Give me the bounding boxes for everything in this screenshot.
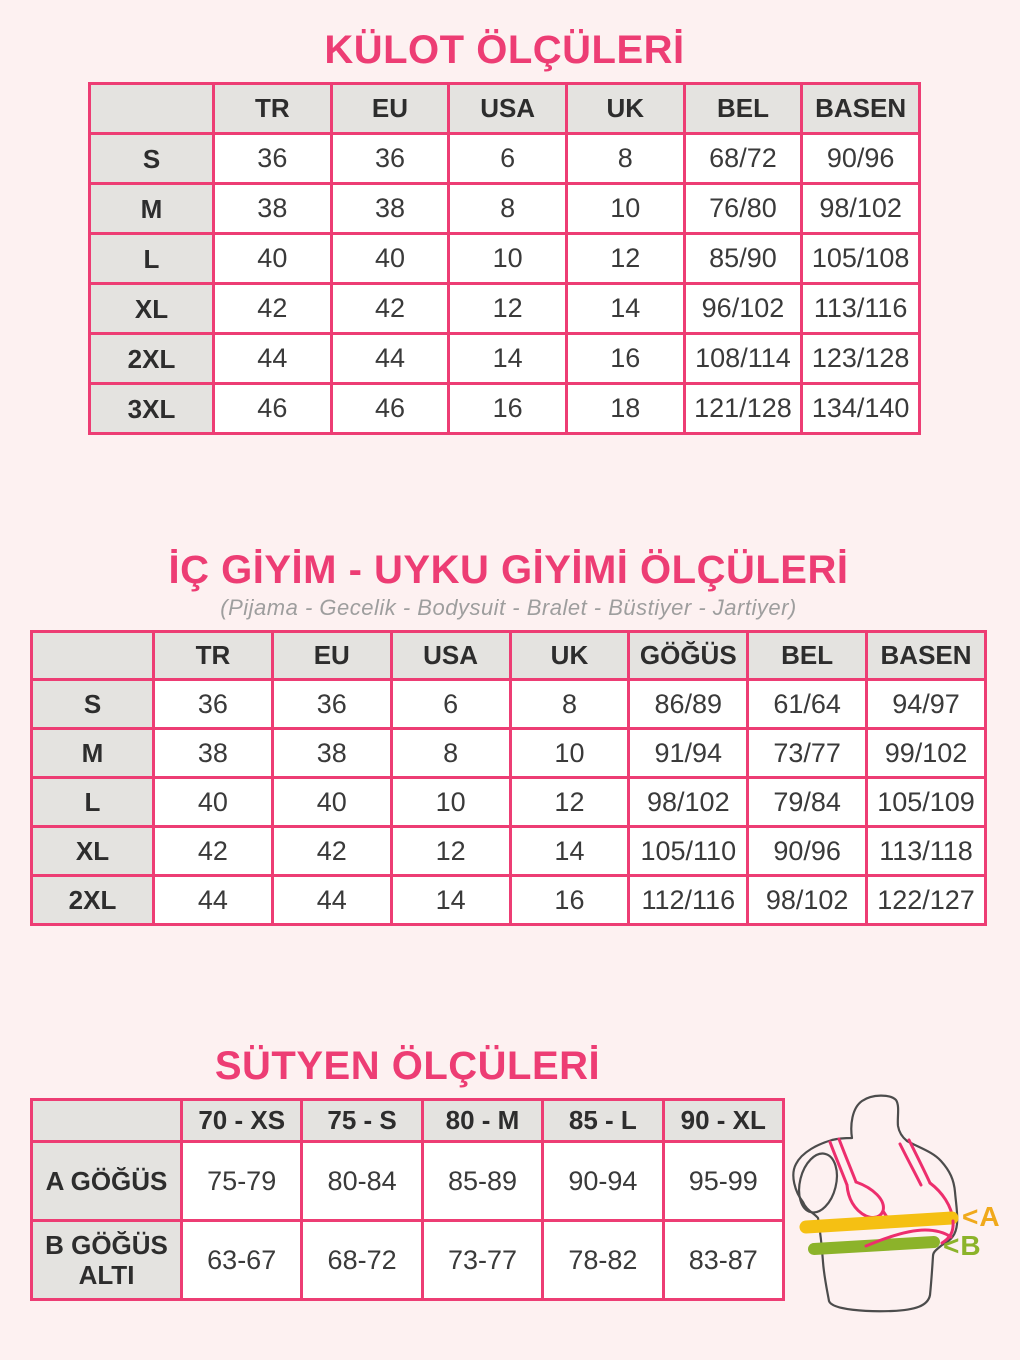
size-cell: 42 xyxy=(272,827,391,876)
corner-cell xyxy=(90,84,214,134)
size-cell: 91/94 xyxy=(629,729,748,778)
size-cell: 105/110 xyxy=(629,827,748,876)
size-cell: 121/128 xyxy=(684,384,802,434)
row-label: S xyxy=(90,134,214,184)
size-cell: 38 xyxy=(214,184,332,234)
size-cell: 98/102 xyxy=(748,876,867,925)
sutyen-section-title: SÜTYEN ÖLÇÜLERİ xyxy=(214,1044,601,1088)
size-cell: 14 xyxy=(510,827,629,876)
column-header: BEL xyxy=(684,84,802,134)
bra-measurement-diagram xyxy=(770,1080,1020,1360)
size-cell: 8 xyxy=(510,680,629,729)
size-cell: 42 xyxy=(214,284,332,334)
column-header: TR xyxy=(154,632,273,680)
size-cell: 113/118 xyxy=(867,827,986,876)
size-cell: 8 xyxy=(566,134,684,184)
size-cell: 18 xyxy=(566,384,684,434)
size-cell: 90/96 xyxy=(802,134,920,184)
size-cell: 14 xyxy=(391,876,510,925)
kulot-size-table xyxy=(88,82,921,435)
header-row xyxy=(32,1100,784,1142)
size-cell: 73/77 xyxy=(748,729,867,778)
size-cell: 98/102 xyxy=(629,778,748,827)
table-row xyxy=(32,1221,784,1300)
size-cell: 36 xyxy=(154,680,273,729)
size-cell: 16 xyxy=(566,334,684,384)
size-cell: 68-72 xyxy=(302,1221,422,1300)
table-row xyxy=(90,284,920,334)
size-cell: 95-99 xyxy=(663,1142,783,1221)
kulot-section-title: KÜLOT ÖLÇÜLERİ xyxy=(324,28,685,72)
size-cell: 14 xyxy=(449,334,567,384)
size-cell: 6 xyxy=(449,134,567,184)
size-cell: 123/128 xyxy=(802,334,920,384)
table-row xyxy=(32,1142,784,1221)
size-cell: 113/116 xyxy=(802,284,920,334)
row-label: L xyxy=(90,234,214,284)
row-label: B GÖĞÜS ALTI xyxy=(32,1221,182,1300)
size-cell: 38 xyxy=(272,729,391,778)
corner-cell xyxy=(32,1100,182,1142)
size-cell: 122/127 xyxy=(867,876,986,925)
size-cell: 10 xyxy=(510,729,629,778)
size-cell: 46 xyxy=(214,384,332,434)
size-cell: 61/64 xyxy=(748,680,867,729)
mannequin-torso-outline xyxy=(793,1096,957,1312)
row-label: S xyxy=(32,680,154,729)
size-cell: 42 xyxy=(154,827,273,876)
size-cell: 85/90 xyxy=(684,234,802,284)
size-cell: 46 xyxy=(331,384,449,434)
icgiyim-section-title: İÇ GİYİM - UYKU GİYİMİ ÖLÇÜLERİ xyxy=(168,548,849,592)
corner-cell xyxy=(32,632,154,680)
size-cell: 105/109 xyxy=(867,778,986,827)
size-cell: 75-79 xyxy=(182,1142,302,1221)
column-header: USA xyxy=(449,84,567,134)
table-row xyxy=(32,876,986,925)
size-cell: 44 xyxy=(331,334,449,384)
size-cell: 90-94 xyxy=(543,1142,663,1221)
size-cell: 83-87 xyxy=(663,1221,783,1300)
column-header: UK xyxy=(566,84,684,134)
column-header: BASEN xyxy=(867,632,986,680)
size-cell: 12 xyxy=(510,778,629,827)
size-cell: 80-84 xyxy=(302,1142,422,1221)
size-cell: 14 xyxy=(566,284,684,334)
row-label: M xyxy=(32,729,154,778)
size-cell: 78-82 xyxy=(543,1221,663,1300)
table-row xyxy=(90,184,920,234)
band-a-label: <A xyxy=(962,1201,1001,1232)
size-cell: 96/102 xyxy=(684,284,802,334)
table-row xyxy=(90,334,920,384)
table-row xyxy=(90,384,920,434)
size-cell: 98/102 xyxy=(802,184,920,234)
row-label: XL xyxy=(32,827,154,876)
row-label: 3XL xyxy=(90,384,214,434)
column-header: EU xyxy=(272,632,391,680)
column-header: 85 - L xyxy=(543,1100,663,1142)
row-label: XL xyxy=(90,284,214,334)
size-cell: 8 xyxy=(449,184,567,234)
size-cell: 79/84 xyxy=(748,778,867,827)
column-header: 70 - XS xyxy=(182,1100,302,1142)
size-cell: 90/96 xyxy=(748,827,867,876)
column-header: EU xyxy=(331,84,449,134)
size-cell: 12 xyxy=(449,284,567,334)
sutyen-size-table xyxy=(30,1098,785,1301)
size-cell: 10 xyxy=(566,184,684,234)
size-cell: 99/102 xyxy=(867,729,986,778)
header-row xyxy=(90,84,920,134)
table-row xyxy=(32,680,986,729)
table-row xyxy=(32,778,986,827)
size-cell: 105/108 xyxy=(802,234,920,284)
size-cell: 10 xyxy=(391,778,510,827)
row-label: M xyxy=(90,184,214,234)
size-cell: 86/89 xyxy=(629,680,748,729)
column-header: BASEN xyxy=(802,84,920,134)
band-b-label: <B xyxy=(943,1230,982,1261)
icgiyim-section-subtitle: (Pijama - Gecelik - Bodysuit - Bralet - Büstiyer - Jartiyer) xyxy=(220,595,797,620)
icgiyim-size-table xyxy=(30,630,987,926)
column-header: UK xyxy=(510,632,629,680)
size-cell: 36 xyxy=(272,680,391,729)
size-cell: 68/72 xyxy=(684,134,802,184)
size-cell: 12 xyxy=(566,234,684,284)
size-cell: 44 xyxy=(154,876,273,925)
size-cell: 134/140 xyxy=(802,384,920,434)
size-cell: 16 xyxy=(449,384,567,434)
size-cell: 42 xyxy=(331,284,449,334)
column-header: GÖĞÜS xyxy=(629,632,748,680)
column-header: BEL xyxy=(748,632,867,680)
size-cell: 36 xyxy=(214,134,332,184)
size-cell: 85-89 xyxy=(422,1142,542,1221)
size-cell: 44 xyxy=(272,876,391,925)
column-header: TR xyxy=(214,84,332,134)
row-label: 2XL xyxy=(90,334,214,384)
table-row xyxy=(32,827,986,876)
size-cell: 94/97 xyxy=(867,680,986,729)
size-cell: 16 xyxy=(510,876,629,925)
size-cell: 10 xyxy=(449,234,567,284)
band-a xyxy=(806,1218,952,1227)
size-cell: 38 xyxy=(331,184,449,234)
row-label: A GÖĞÜS xyxy=(32,1142,182,1221)
row-label: L xyxy=(32,778,154,827)
size-cell: 12 xyxy=(391,827,510,876)
column-header: 80 - M xyxy=(422,1100,542,1142)
row-label: 2XL xyxy=(32,876,154,925)
size-cell: 40 xyxy=(272,778,391,827)
table-row xyxy=(32,729,986,778)
size-cell: 8 xyxy=(391,729,510,778)
size-cell: 108/114 xyxy=(684,334,802,384)
size-cell: 6 xyxy=(391,680,510,729)
size-cell: 63-67 xyxy=(182,1221,302,1300)
size-cell: 38 xyxy=(154,729,273,778)
table-row xyxy=(90,234,920,284)
size-cell: 76/80 xyxy=(684,184,802,234)
column-header: 75 - S xyxy=(302,1100,422,1142)
size-cell: 112/116 xyxy=(629,876,748,925)
size-cell: 44 xyxy=(214,334,332,384)
size-cell: 40 xyxy=(331,234,449,284)
column-header: 90 - XL xyxy=(663,1100,783,1142)
column-header: USA xyxy=(391,632,510,680)
size-cell: 36 xyxy=(331,134,449,184)
table-row xyxy=(90,134,920,184)
size-cell: 40 xyxy=(154,778,273,827)
header-row xyxy=(32,632,986,680)
size-cell: 40 xyxy=(214,234,332,284)
size-cell: 73-77 xyxy=(422,1221,542,1300)
